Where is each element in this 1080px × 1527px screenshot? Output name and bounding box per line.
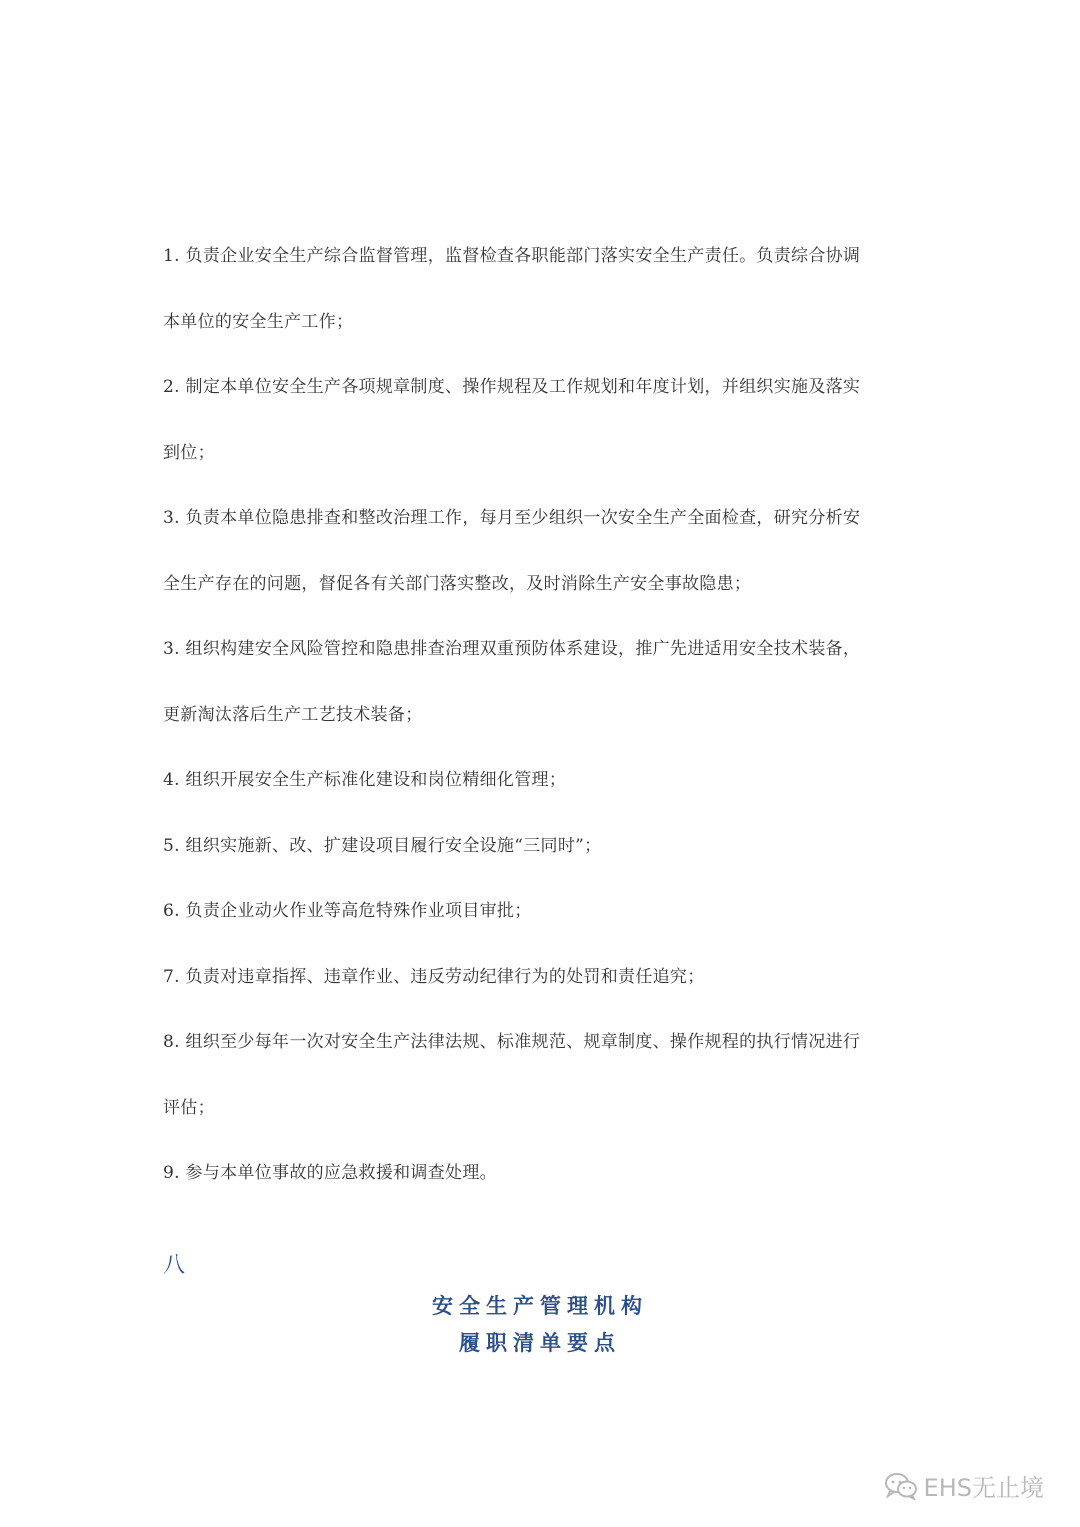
- watermark: [884, 1468, 1044, 1503]
- document-body: [163, 224, 923, 1207]
- paragraph-line: 到位；: [163, 442, 215, 463]
- paragraph-line: 本单位的安全生产工作；: [163, 311, 354, 332]
- section-title: 安全生产管理机构: [432, 1293, 648, 1318]
- paragraph-line: 9. 参与本单位事故的应急救援和调查处理。: [163, 1163, 497, 1183]
- paragraph-line: 评估；: [163, 1097, 215, 1118]
- wechat-icon: [884, 1472, 918, 1500]
- paragraph-line: 全生产存在的问题，督促各有关部门落实整改，及时消除生产安全事故隐患；: [163, 573, 752, 594]
- watermark-text: EHS无止境: [923, 1474, 1044, 1502]
- paragraph-line: 3. 组织构建安全风险管控和隐患排查治理双重预防体系建设，推广先进适用安全技术装备，: [163, 639, 861, 659]
- paragraph-line: 5. 组织实施新、改、扩建设项目履行安全设施“三同时”；: [163, 835, 602, 856]
- paragraph-line: 3. 负责本单位隐患排查和整改治理工作，每月至少组织一次安全生产全面检查，研究分析安: [163, 508, 861, 528]
- paragraph-line: 更新淘汰落后生产工艺技术装备；: [163, 704, 423, 725]
- section-subtitle: 履职清单要点: [459, 1330, 621, 1355]
- paragraph-line: 8. 组织至少每年一次对安全生产法律法规、标准规范、规章制度、操作规程的执行情况进行: [163, 1032, 861, 1052]
- paragraph-line: 2. 制定本单位安全生产各项规章制度、操作规程及工作规划和年度计划，并组织实施及落实: [163, 377, 861, 397]
- paragraph-line: 6. 负责企业动火作业等高危特殊作业项目审批；: [163, 901, 532, 921]
- paragraph-line: 1. 负责企业安全生产综合监督管理，监督检查各职能部门落实安全生产责任。负责综合协调: [163, 246, 861, 266]
- section-number: 八: [163, 1253, 186, 1278]
- paragraph-line: 4. 组织开展安全生产标准化建设和岗位精细化管理；: [163, 770, 567, 790]
- paragraph-line: 7. 负责对违章指挥、违章作业、违反劳动纪律行为的处罚和责任追究；: [163, 966, 705, 987]
